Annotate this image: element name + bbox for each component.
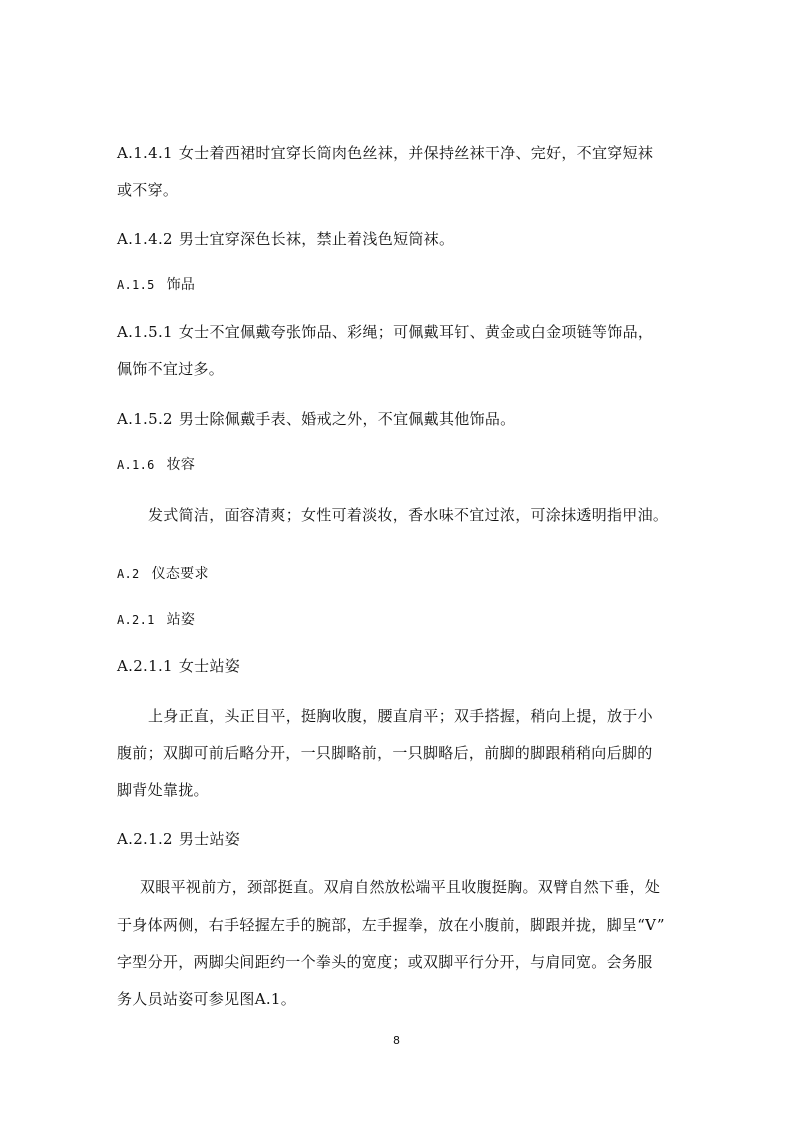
clause-number: A.1.4.1	[117, 144, 173, 162]
heading-title: 男士站姿	[178, 830, 241, 848]
heading-number: A.2	[117, 567, 140, 581]
heading-a16	[117, 455, 195, 475]
heading-number: A.2.1.2	[117, 830, 173, 848]
heading-a21	[117, 610, 195, 630]
clause-a142	[117, 229, 454, 249]
heading-a15	[117, 275, 195, 295]
clause-text: 女士着西裙时宜穿长筒肉色丝袜，并保持丝袜干净、完好，不宜穿短袜	[178, 144, 654, 162]
heading-number: A.2.1	[117, 613, 155, 627]
paragraph-male-stance-line1: 双眼平视前方，颈部挺直。双肩自然放松端平且收腹挺胸。双臂自然下垂，处	[140, 878, 661, 896]
paragraph-female-stance-line3: 脚背处靠拢。	[117, 781, 209, 799]
paragraph-male-stance-line3: 字型分开，两脚尖间距约一个拳头的宽度；或双脚平行分开，与肩同宽。会务服	[117, 953, 653, 971]
clause-a151-line2: 佩饰不宜过多。	[117, 360, 225, 378]
clause-number: A.1.4.2	[117, 230, 173, 248]
clause-number: A.1.5.1	[117, 323, 173, 341]
clause-a141-line1	[117, 143, 653, 163]
heading-number: A.1.5	[117, 278, 155, 292]
heading-number: A.1.6	[117, 458, 155, 472]
paragraph-female-stance-line2: 腹前；双脚可前后略分开，一只脚略前，一只脚略后，前脚的脚跟稍稍向后脚的	[117, 744, 653, 762]
clause-a152	[117, 409, 515, 429]
clause-text: 男士宜穿深色长袜，禁止着浅色短筒袜。	[178, 230, 455, 248]
clause-text: 男士除佩戴手表、婚戒之外，不宜佩戴其他饰品。	[178, 410, 516, 428]
paragraph-male-stance-line2: 于身体两侧，右手轻握左手的腕部，左手握拳，放在小腹前，脚跟并拢，脚呈“V”	[117, 916, 665, 934]
heading-title: 饰品	[166, 277, 196, 293]
paragraph-male-stance-line4: 务人员站姿可参见图A.1。	[117, 990, 297, 1008]
clause-a141-line2: 或不穿。	[117, 181, 179, 199]
heading-number: A.2.1.1	[117, 657, 173, 675]
clause-a151-line1	[117, 322, 653, 342]
heading-title: 站姿	[166, 612, 196, 628]
heading-title: 女士站姿	[178, 657, 241, 675]
heading-a212	[117, 829, 240, 849]
clause-number: A.1.5.2	[117, 410, 173, 428]
clause-text: 女士不宜佩戴夸张饰品、彩绳；可佩戴耳钉、黄金或白金项链等饰品，	[178, 323, 654, 341]
heading-a211	[117, 656, 240, 676]
page-number: 8	[393, 1034, 400, 1047]
paragraph-makeup: 发式简洁，面容清爽；女性可着淡妆，香水味不宜过浓，可涂抹透明指甲油。	[148, 506, 669, 524]
heading-title: 仪态要求	[151, 566, 209, 582]
paragraph-female-stance-line1: 上身正直，头正目平，挺胸收腹，腰直肩平；双手搭握，稍向上提，放于小	[148, 707, 653, 725]
heading-title: 妆容	[166, 457, 196, 473]
heading-a2	[117, 564, 209, 584]
